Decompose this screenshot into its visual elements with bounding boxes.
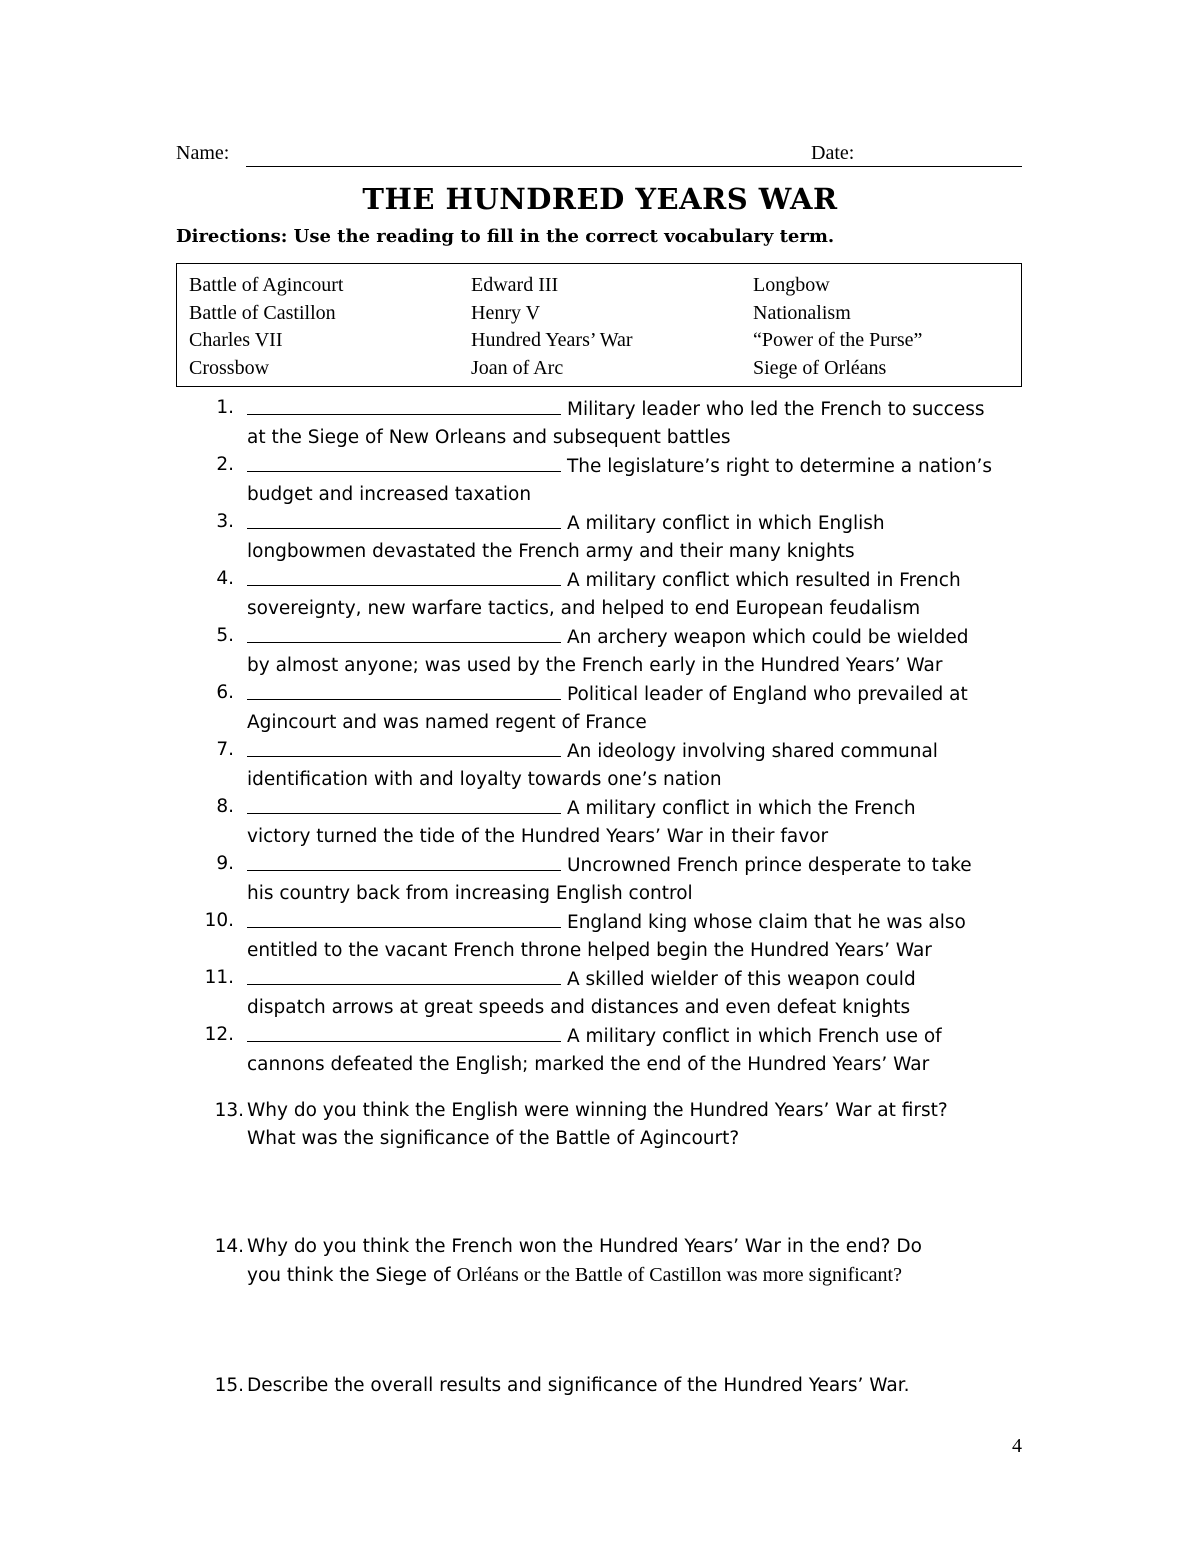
question-item (176, 1021, 1036, 1078)
answer-blank[interactable] (247, 565, 561, 586)
word-bank-item: Hundred Years’ War (471, 329, 633, 351)
answer-blank[interactable] (247, 622, 561, 643)
word-bank-item: Edward III (471, 274, 559, 296)
question-text: An archery weapon which could be wielded (567, 627, 969, 648)
word-bank-column-1 (189, 272, 343, 382)
answer-blank[interactable] (247, 736, 561, 757)
question-item (176, 565, 1036, 622)
word-bank-item: Siege of Orléans (753, 356, 887, 379)
vocabulary-question-list (176, 394, 1036, 1078)
answer-blank[interactable] (247, 850, 561, 871)
question-text: Military leader who led the French to success (567, 399, 985, 420)
answer-blank[interactable] (247, 451, 561, 472)
question-number: 6. (216, 682, 234, 703)
question-item (176, 622, 1036, 679)
question-text: Why do you think the French won the Hundred Years’ War in the end? Do (247, 1236, 922, 1257)
question-item (176, 850, 1036, 907)
question-item (176, 736, 1036, 793)
question-text-continued-serif: Orléans or the Battle of Castillon was more significant? (456, 1264, 902, 1286)
word-bank-item: Nationalism (753, 301, 851, 324)
answer-blank[interactable] (247, 394, 561, 415)
question-item (176, 964, 1036, 1021)
word-bank (176, 263, 1022, 387)
question-item (176, 451, 1036, 508)
question-text-continued: by almost anyone; was used by the French early in the Hundred Years’ War (247, 654, 943, 676)
directions-text: Directions: Use the reading to fill in the correct vocabulary term. (176, 226, 835, 247)
question-text-continued: Agincourt and was named regent of France (247, 711, 647, 733)
name-field[interactable] (246, 166, 916, 167)
question-text-continued: entitled to the vacant French throne helped begin the Hundred Years’ War (247, 939, 932, 961)
answer-blank[interactable] (247, 964, 561, 985)
question-number: 13. (214, 1100, 244, 1121)
question-number: 15. (214, 1375, 244, 1396)
date-label: Date: (811, 142, 855, 164)
question-number: 12. (204, 1024, 234, 1045)
question-text: Describe the overall results and significance of the Hundred Years’ War. (247, 1375, 910, 1396)
question-text: England king whose claim that he was also (567, 912, 966, 933)
header-row (176, 142, 1024, 172)
page-title: THE HUNDRED YEARS WAR (362, 182, 838, 216)
question-text-continued: his country back from increasing English control (247, 882, 693, 904)
question-number: 10. (204, 910, 234, 931)
word-bank-item: Battle of Agincourt (189, 274, 344, 296)
question-text: The legislature’s right to determine a nation’s (567, 456, 992, 477)
question-item (176, 793, 1036, 850)
question-text-continued: identification with and loyalty towards one’s nation (247, 768, 722, 790)
word-bank-item: “Power of the Purse” (753, 329, 923, 351)
question-number: 14. (214, 1236, 244, 1257)
question-text: Why do you think the English were winning the Hundred Years’ War at first? (247, 1100, 948, 1121)
question-text: A military conflict in which the French (567, 798, 916, 819)
question-number: 11. (204, 967, 234, 988)
question-text-continued: dispatch arrows at great speeds and distances and even defeat knights (247, 996, 911, 1018)
question-text-continued: cannons defeated the English; marked the end of the Hundred Years’ War (247, 1053, 930, 1075)
question-number: 9. (216, 853, 234, 874)
question-text: Political leader of England who prevailed at (567, 684, 968, 705)
question-number: 8. (216, 796, 234, 817)
question-item (176, 679, 1036, 736)
word-bank-column-3 (753, 272, 922, 382)
question-text-continued: budget and increased taxation (247, 483, 532, 505)
question-number: 1. (216, 397, 234, 418)
question-text: Uncrowned French prince desperate to take (567, 855, 972, 876)
question-text: A skilled wielder of this weapon could (567, 969, 916, 990)
question-number: 4. (216, 568, 234, 589)
question-number: 2. (216, 454, 234, 475)
answer-blank[interactable] (247, 1021, 561, 1042)
answer-blank[interactable] (247, 793, 561, 814)
page-number: 4 (1012, 1435, 1022, 1457)
date-field[interactable] (869, 166, 1022, 167)
name-label: Name: (176, 142, 230, 164)
word-bank-column-2 (471, 272, 633, 382)
open-question-13 (176, 1097, 1036, 1153)
question-text-continued: longbowmen devastated the French army and their many knights (247, 540, 855, 562)
question-number: 7. (216, 739, 234, 760)
word-bank-item: Longbow (753, 274, 830, 296)
answer-blank[interactable] (247, 679, 561, 700)
word-bank-item: Henry V (471, 301, 541, 324)
question-text-continued: victory turned the tide of the Hundred Years’ War in their favor (247, 825, 829, 847)
open-question-15 (176, 1372, 1036, 1400)
question-text-continued: you think the Siege of (247, 1265, 457, 1286)
answer-blank[interactable] (247, 508, 561, 529)
word-bank-item: Battle of Castillon (189, 301, 336, 324)
open-question-14 (176, 1233, 1036, 1290)
question-text: An ideology involving shared communal (567, 741, 938, 762)
question-number: 3. (216, 511, 234, 532)
question-number: 5. (216, 625, 234, 646)
question-text-continued: at the Siege of New Orleans and subsequent battles (247, 426, 731, 448)
question-text: A military conflict which resulted in French (567, 570, 961, 591)
word-bank-item: Crossbow (189, 356, 270, 379)
question-text-continued: What was the significance of the Battle of Agincourt? (247, 1128, 740, 1149)
question-text-continued: sovereignty, new warfare tactics, and helped to end European feudalism (247, 597, 921, 619)
question-item (176, 907, 1036, 964)
question-item (176, 394, 1036, 451)
answer-blank[interactable] (247, 907, 561, 928)
word-bank-item: Charles VII (189, 329, 283, 351)
question-text: A military conflict in which English (567, 513, 885, 534)
question-item (176, 508, 1036, 565)
question-text: A military conflict in which French use of (567, 1026, 942, 1047)
word-bank-item: Joan of Arc (471, 356, 564, 379)
